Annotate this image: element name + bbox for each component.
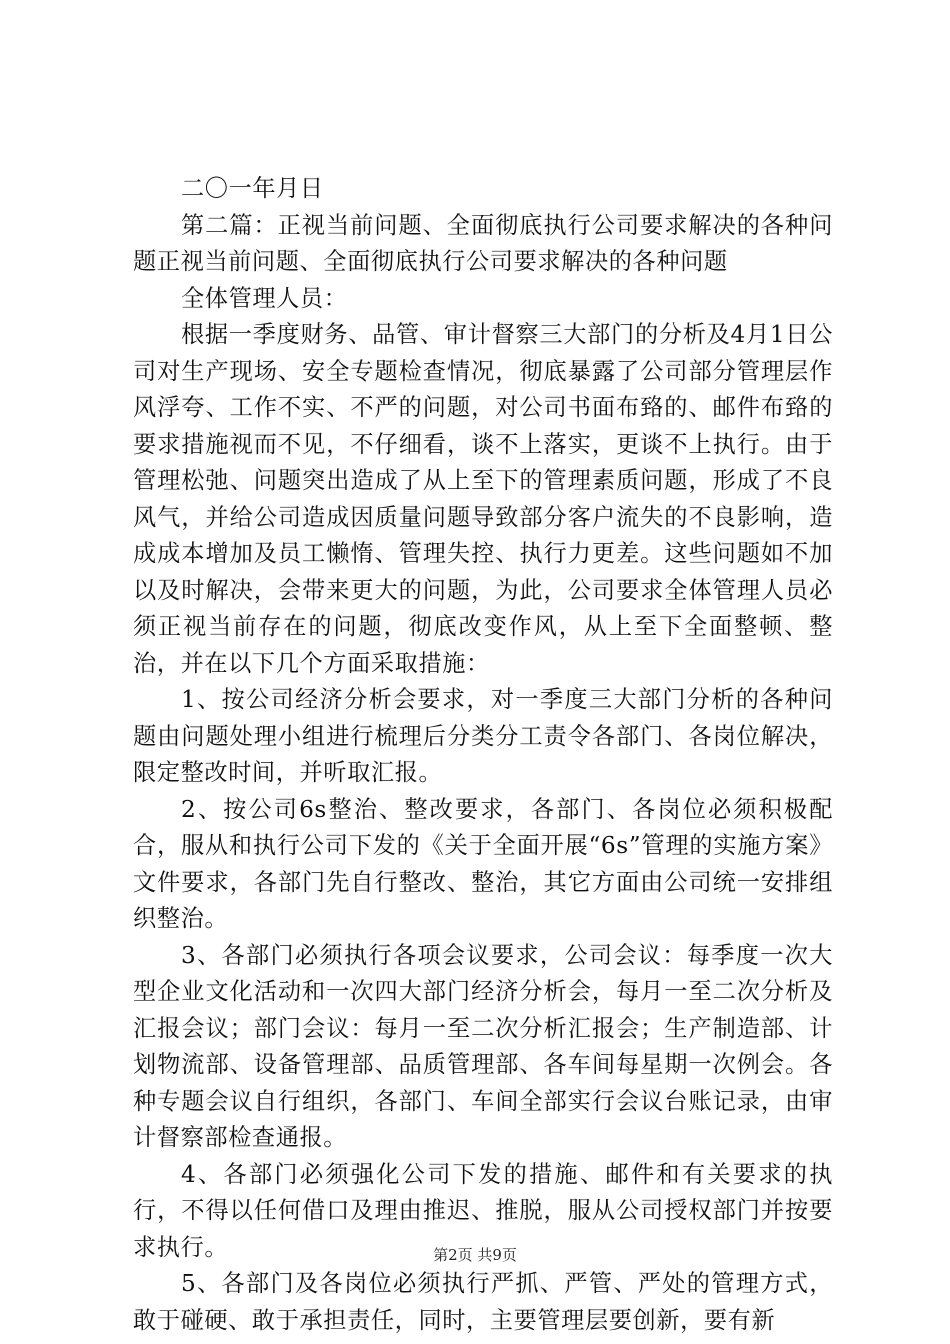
measure-item-1: 1、按公司经济分析会要求，对一季度三大部门分析的各种问题由问题处理小组进行梳理后分类分工责令各部门、各岗位解决，限定整改时间，并听取汇报。: [133, 686, 833, 786]
date-line: 二〇一年月日: [181, 175, 324, 202]
document-body: [133, 171, 833, 1339]
measure-item-2: 2、按公司6s整治、整改要求，各部门、各岗位必须积极配合，服从和执行公司下发的《关于全面开展“6s”管理的实施方案》文件要求，各部门先自行整改、整治，其它方面由公司统一安排组织整治。: [133, 795, 833, 932]
measure-item-3: 3、各部门必须执行各项会议要求，公司会议：每季度一次大型企业文化活动和一次四大部门经济分析会，每月一至二次分析及汇报会议；部门会议：每月一至二次分析汇报会；生产制造部、计划物流部、设备管理部、品质管理部、各车间每星期一次例会。各种专题会议自行组织，各部门、车间全部实行会议台账记录，由审计督察部检查通报。: [133, 941, 833, 1151]
measure-item-4: 4、各部门必须强化公司下发的措施、邮件和有关要求的执行，不得以任何借口及理由推迟、推脱，服从公司授权部门并按要求执行。: [133, 1160, 833, 1261]
section-title: 第二篇：正视当前问题、全面彻底执行公司要求解决的各种问题正视当前问题、全面彻底执行公司要求解决的各种问题: [133, 211, 833, 275]
page-number-footer: 第2页 共9页: [433, 1246, 517, 1264]
salutation: 全体管理人员：: [181, 284, 348, 312]
measure-item-5: 5、各部门及各岗位必须执行严抓、严管、严处的管理方式，敢于碰硬、敢于承担责任，同时，主要管理层要创新，要有新: [133, 1270, 833, 1334]
body-paragraph-intro: 根据一季度财务、品管、审计督察三大部门的分析及4月1日公司对生产现场、安全专题检查情况，彻底暴露了公司部分管理层作风浮夸、工作不实、不严的问题，对公司书面布臵的、邮件布臵的要求措施视而不见，不仔细看，谈不上落实，更谈不上执行。由于管理松弛、问题突出造成了从上至下的管理素质问题，形成了不良风气，并给公司造成因质量问题导致部分客户流失的不良影响，造成成本增加及员工懒惰、管理失控、执行力更差。这些问题如不加以及时解决，会带来更大的问题，为此，公司要求全体管理人员必须正视当前存在的问题，彻底改变作风，从上至下全面整顿、整治，并在以下几个方面采取措施：: [133, 321, 833, 677]
